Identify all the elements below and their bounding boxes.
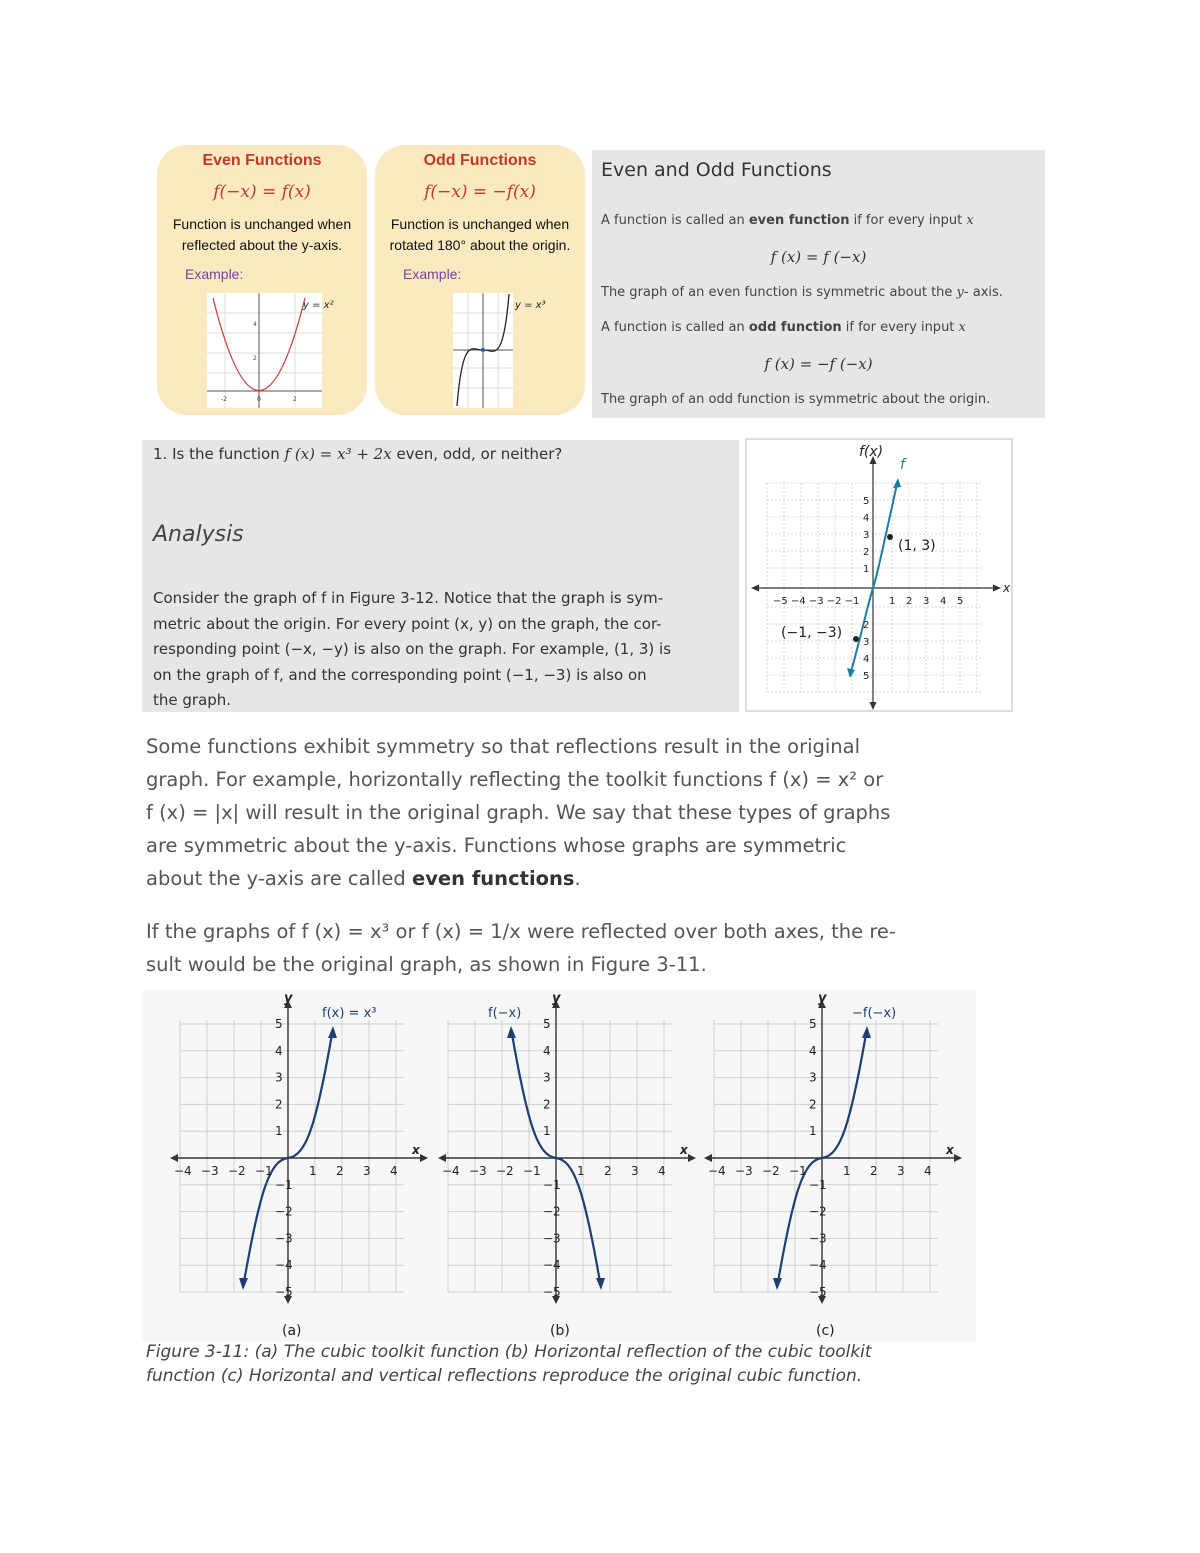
question-graph-y-tick: 2 <box>863 547 870 558</box>
y-tick-label: −1 <box>543 1177 561 1192</box>
panel-c-y-axis: y <box>818 991 827 1006</box>
x-tick-label: 3 <box>897 1164 905 1178</box>
x-tick-label: −2 <box>496 1164 514 1178</box>
y-tick-label: 5 <box>275 1017 283 1031</box>
y-tick-label: 3 <box>543 1070 551 1085</box>
question-prefix: 1. Is the function <box>153 445 285 463</box>
panel-b-caption: (b) <box>550 1323 570 1339</box>
x-tick-label: −1 <box>255 1164 273 1178</box>
question-graph-x-tick: 3 <box>923 596 930 607</box>
panel-c-x-axis: x <box>946 1143 954 1157</box>
question-graph-y-tick: 1 <box>863 564 870 575</box>
even-functions-card <box>157 145 367 415</box>
paragraph-line: are symmetric about the y-axis. Functions whose graphs are symmetric <box>146 834 847 857</box>
y-tick-label: −4 <box>809 1258 827 1273</box>
panel-c-label: −f(−x) <box>852 1006 897 1021</box>
analysis-paragraph <box>153 586 671 714</box>
odd-example-graph <box>453 293 546 408</box>
x-tick-label: 3 <box>363 1164 371 1178</box>
odd-definition-formula: f (x) = −f (−x) <box>764 355 873 373</box>
question-graph-x-tick: 5 <box>957 596 964 607</box>
question-suffix: even, odd, or neither? <box>391 445 563 463</box>
panel-a-caption: (a) <box>282 1323 302 1339</box>
para1-last-bold: even functions <box>411 867 575 890</box>
odd-card-desc-line2: rotated 180° about the origin. <box>389 237 571 253</box>
y-tick-label: −5 <box>275 1285 293 1299</box>
figure-caption-line2: function (c) Horizontal and vertical reflections reproduce the original cubic function. <box>146 1366 863 1386</box>
even-definition <box>601 213 974 228</box>
para1-last-pre: about the y-axis are called <box>146 867 412 890</box>
figure-3-11 <box>142 990 976 1342</box>
definitions-panel <box>592 150 1045 418</box>
odd-def-pre: A function is called an <box>601 320 749 335</box>
x-tick-label: 1 <box>577 1164 585 1178</box>
reflection-paragraph <box>146 915 896 981</box>
paragraph-line: If the graphs of f (x) = x³ or f (x) = 1/x were reflected over both axes, the re- <box>146 920 896 943</box>
x-tick-label: −1 <box>523 1164 541 1178</box>
odd-card-description <box>375 214 585 256</box>
even-sym-post: - axis. <box>963 285 1003 300</box>
even-def-post: if for every input <box>849 213 967 228</box>
even-example-graph <box>207 293 334 408</box>
odd-graph-symmetry-text: The graph of an odd function is symmetric about the origin. <box>601 392 991 407</box>
symmetry-paragraph <box>146 730 890 895</box>
x-tick-label: −4 <box>174 1164 192 1178</box>
x-tick-label: 2 <box>870 1164 878 1178</box>
even-card-example-label: Example: <box>185 266 244 282</box>
x-tick-label: 4 <box>390 1164 398 1178</box>
figure-panel-a <box>172 990 442 1342</box>
question-text <box>153 445 562 463</box>
question-curve <box>851 484 897 672</box>
odd-card-title: Odd Functions <box>423 152 537 169</box>
even-def-var: x <box>966 213 974 228</box>
question-graph-y-tick: 2 <box>863 620 870 631</box>
even-tick-0: 0 <box>257 396 261 403</box>
even-tick-pos2: 2 <box>293 396 297 403</box>
analysis-line: Consider the graph of f in Figure 3-12. Notice that the graph is sym- <box>153 589 664 607</box>
panel-a-y-axis: y <box>284 991 293 1006</box>
y-tick-label: 3 <box>809 1070 817 1085</box>
x-tick-label: −2 <box>762 1164 780 1178</box>
question-graph-x-tick: 4 <box>940 596 947 607</box>
question-graph-y-tick: 3 <box>863 637 870 648</box>
para1-last-post: . <box>574 867 581 890</box>
y-tick-label: −3 <box>809 1231 827 1246</box>
y-tick-label: 1 <box>275 1124 283 1139</box>
even-graph-label: y = x² <box>303 300 334 311</box>
x-tick-label: 4 <box>924 1164 932 1178</box>
y-tick-label: 1 <box>543 1124 551 1139</box>
y-tick-label: −1 <box>809 1177 827 1192</box>
paragraph-line-last <box>146 862 890 895</box>
x-tick-label: 2 <box>604 1164 612 1178</box>
y-tick-label: −3 <box>275 1231 293 1246</box>
odd-def-post: if for every input <box>841 320 959 335</box>
analysis-line: the graph. <box>153 691 232 709</box>
odd-card-desc-line1: Function is unchanged when <box>390 216 570 232</box>
figure-caption-line1: Figure 3-11: (a) The cubic toolkit function (b) Horizontal reflection of the cubic toolkit <box>146 1342 872 1362</box>
definitions-title: Even and Odd Functions <box>601 159 832 181</box>
x-tick-label: −2 <box>228 1164 246 1178</box>
even-card-description <box>157 214 367 256</box>
y-tick-label: 2 <box>275 1097 283 1112</box>
question-function: f (x) = x³ + 2x <box>284 445 392 463</box>
even-def-pre: A function is called an <box>601 213 749 228</box>
x-tick-label: −3 <box>201 1164 219 1178</box>
x-tick-label: −4 <box>708 1164 726 1178</box>
question-graph-point-b: (−1, −3) <box>781 625 843 641</box>
x-tick-label: −3 <box>735 1164 753 1178</box>
y-tick-label: −1 <box>275 1177 293 1192</box>
question-graph-frame <box>745 438 1013 712</box>
even-card-formula: f(−x) = f(x) <box>213 182 311 202</box>
panel-a-label: f(x) = x³ <box>322 1006 377 1021</box>
question-panel <box>142 440 739 712</box>
odd-definition <box>601 320 966 335</box>
even-sym-pre: The graph of an even function is symmetric about the <box>601 285 957 300</box>
y-tick-label: 2 <box>543 1097 551 1112</box>
x-tick-label: 3 <box>631 1164 639 1178</box>
y-tick-label: 5 <box>809 1017 817 1031</box>
x-tick-label: 2 <box>336 1164 344 1178</box>
even-card-desc-line1: Function is unchanged when <box>172 216 352 232</box>
y-tick-label: −4 <box>543 1258 561 1273</box>
y-tick-label: 5 <box>543 1017 551 1031</box>
question-graph <box>747 440 1013 712</box>
x-tick-label: 4 <box>658 1164 666 1178</box>
question-graph-y-title: f(x) <box>859 444 884 460</box>
panel-b-label: f(−x) <box>488 1006 522 1021</box>
question-graph-y-tick: 4 <box>863 654 870 665</box>
y-tick-label: −4 <box>275 1258 293 1273</box>
y-tick-label: −2 <box>275 1204 293 1219</box>
paragraph-line: sult would be the original graph, as shown in Figure 3-11. <box>146 953 707 976</box>
y-tick-label: −5 <box>809 1285 827 1299</box>
odd-card-formula: f(−x) = −f(x) <box>424 182 536 202</box>
question-graph-x-ticks-neg: −5 −4 −3 −2 −1 <box>773 596 860 607</box>
x-tick-label: −3 <box>469 1164 487 1178</box>
analysis-line: responding point (−x, −y) is also on the graph. For example, (1, 3) is <box>153 640 672 658</box>
question-graph-point-a: (1, 3) <box>898 538 936 554</box>
odd-graph-label: y = x³ <box>515 300 546 311</box>
question-graph-y-tick: 4 <box>863 513 870 524</box>
y-tick-label: 4 <box>809 1043 817 1058</box>
even-sym-var: y <box>956 285 964 300</box>
x-tick-label: 1 <box>843 1164 851 1178</box>
panel-c-caption: (c) <box>816 1323 835 1339</box>
y-tick-label: −5 <box>543 1285 561 1299</box>
y-tick-label: −2 <box>543 1204 561 1219</box>
question-graph-y-tick: 5 <box>863 671 870 682</box>
figure-panel-c <box>706 990 976 1342</box>
odd-def-var: x <box>958 320 966 335</box>
question-graph-y-tick: 5 <box>863 496 870 507</box>
y-tick-label: 1 <box>809 1124 817 1139</box>
analysis-heading: Analysis <box>153 522 244 547</box>
odd-functions-card <box>375 145 585 415</box>
even-graph-symmetry-text <box>601 285 1003 300</box>
panel-b-x-axis: x <box>680 1143 688 1157</box>
figure-caption <box>146 1340 872 1388</box>
odd-card-example-label: Example: <box>403 266 462 282</box>
panel-b-grid <box>448 1020 672 1292</box>
analysis-line: metric about the origin. For every point (x, y) on the graph, the cor- <box>153 614 662 633</box>
paragraph-line: graph. For example, horizontally reflecting the toolkit functions f (x) = x² or <box>146 768 884 791</box>
question-graph-x-tick: 1 <box>889 596 896 607</box>
odd-def-bold: odd function <box>748 320 842 335</box>
even-card-title: Even Functions <box>202 152 322 169</box>
y-tick-label: 3 <box>275 1070 283 1085</box>
y-tick-label: 2 <box>809 1097 817 1112</box>
y-tick-label: −3 <box>543 1231 561 1246</box>
y-tick-label: −2 <box>809 1204 827 1219</box>
even-tick-4: 4 <box>253 321 257 328</box>
question-graph-curve-label: f <box>900 457 905 473</box>
y-tick-label: 4 <box>275 1043 283 1058</box>
x-tick-label: 1 <box>309 1164 317 1178</box>
even-def-bold: even function <box>748 213 850 228</box>
question-graph-x-title: x <box>1003 581 1011 595</box>
even-card-desc-line2: reflected about the y-axis. <box>181 237 343 253</box>
analysis-line: on the graph of f, and the corresponding point (−1, −3) is also on <box>153 665 647 684</box>
paragraph-line: f (x) = |x| will result in the original graph. We say that these types of graphs <box>146 801 891 824</box>
paragraph-line: Some functions exhibit symmetry so that reflections result in the original <box>146 735 861 758</box>
even-tick-2: 2 <box>253 355 257 362</box>
y-tick-label: 4 <box>543 1043 551 1058</box>
x-tick-label: −4 <box>442 1164 460 1178</box>
figure-panel-b <box>440 990 710 1342</box>
panel-a-x-axis: x <box>412 1143 420 1157</box>
x-tick-label: −1 <box>789 1164 807 1178</box>
even-definition-formula: f (x) = f (−x) <box>770 248 867 266</box>
question-graph-y-tick: 3 <box>863 530 870 541</box>
even-tick-neg2: -2 <box>221 396 227 403</box>
question-graph-x-tick: 2 <box>906 596 913 607</box>
panel-b-y-axis: y <box>552 991 561 1006</box>
